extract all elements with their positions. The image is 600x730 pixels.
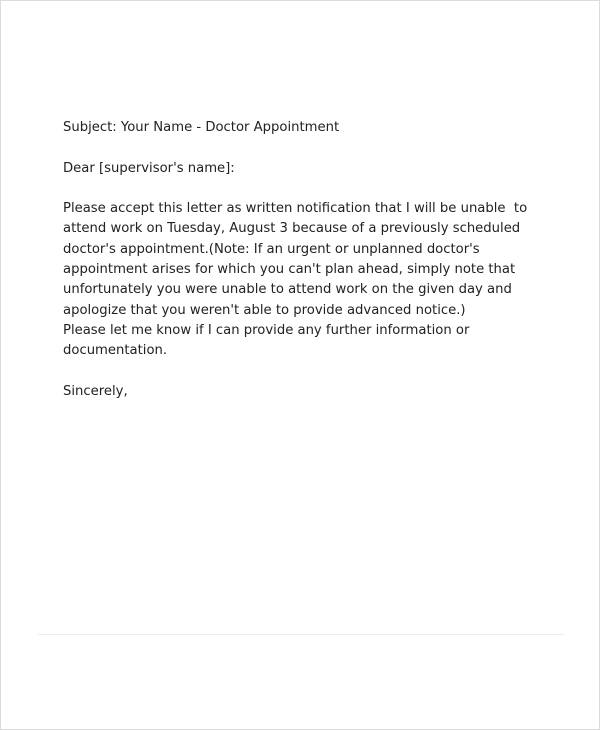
spacer bbox=[63, 179, 543, 199]
spacer bbox=[63, 138, 543, 158]
subject-line: Subject: Your Name - Doctor Appointment bbox=[63, 120, 340, 135]
body-line: Please let me know if I can provide any further information or bbox=[63, 322, 470, 338]
body-line: documentation. bbox=[63, 343, 168, 359]
body-line: unfortunately you were unable to attend work on the given day and bbox=[63, 282, 512, 298]
salutation: Dear [supervisor's name]: bbox=[63, 160, 235, 176]
body-line: apologize that you weren't able to provide advanced notice.) bbox=[63, 302, 466, 318]
closing: Sincerely, bbox=[63, 383, 128, 399]
footer-divider bbox=[38, 634, 564, 635]
body-line: appointment arises for which you can't plan ahead, simply note that bbox=[63, 262, 516, 278]
spacer bbox=[63, 362, 543, 382]
body-line: Please accept this letter as written notification that I will be unable to bbox=[63, 201, 528, 217]
body-line: attend work on Tuesday, August 3 because of a previously scheduled bbox=[63, 221, 521, 237]
letter-body bbox=[63, 199, 543, 361]
body-line: doctor's appointment.(Note: If an urgent or unplanned doctor's bbox=[63, 241, 480, 257]
letter-content bbox=[63, 118, 543, 402]
